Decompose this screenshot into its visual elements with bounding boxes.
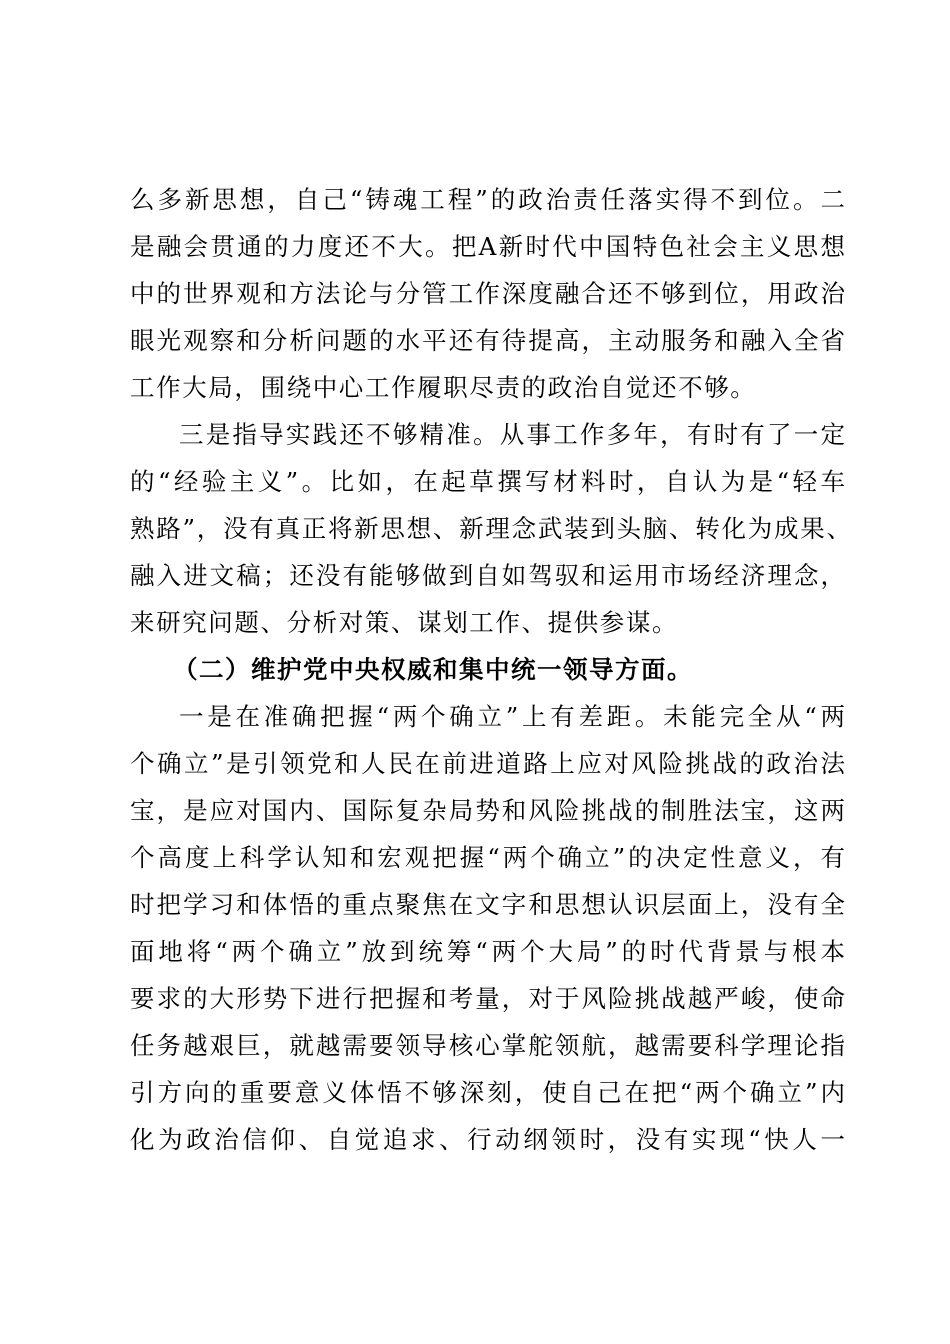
text-line: 要求的大形势下进行把握和考量，对于风险挑战越严峻，使命 bbox=[130, 984, 845, 1013]
paragraph-first-line: 一是在准确把握“两个确立”上有差距。未能完全从“两 bbox=[179, 702, 845, 731]
text-line: 熟路”，没有真正将新思想、新理念武装到头脑、转化为成果、 bbox=[130, 514, 851, 543]
text-line: 个高度上科学认知和宏观把握“两个确立”的决定性意义，有 bbox=[130, 843, 845, 872]
text-line: 任务越艰巨，就越需要领导核心掌舵领航，越需要科学理论指 bbox=[130, 1031, 845, 1060]
document-body bbox=[130, 176, 851, 1163]
text-line: 的“经验主义”。比如，在起草撰写材料时，自认为是“轻车 bbox=[130, 467, 845, 496]
text-line: 宝，是应对国内、国际复杂局势和风险挑战的制胜法宝，这两 bbox=[130, 796, 845, 825]
text-line: 化为政治信仰、自觉追求、行动纲领时，没有实现“快人一 bbox=[130, 1125, 845, 1154]
text-line: 时把学习和体悟的重点聚焦在文字和思想认识层面上，没有全 bbox=[130, 890, 845, 919]
text-line: 么多新思想，自己“铸魂工程”的政治责任落实得不到位。二 bbox=[130, 185, 845, 214]
text-line: 工作大局，围绕中心工作履职尽责的政治自觉还不够。 bbox=[130, 373, 757, 402]
text-line: 眼光观察和分析问题的水平还有待提高，主动服务和融入全省 bbox=[130, 326, 845, 355]
text-line: 个确立”是引领党和人民在前进道路上应对风险挑战的政治法 bbox=[130, 749, 845, 778]
text-line: 面地将“两个确立”放到统筹“两个大局”的时代背景与根本 bbox=[130, 937, 845, 966]
text-line: 中的世界观和方法论与分管工作深度融合还不够到位，用政治 bbox=[130, 279, 845, 308]
section-heading: （二）维护党中央权威和集中统一领导方面。 bbox=[173, 655, 693, 684]
text-line: 来研究问题、分析对策、谋划工作、提供参谋。 bbox=[130, 608, 679, 637]
text-line: 是融会贯通的力度还不大。把A新时代中国特色社会主义思想 bbox=[130, 232, 845, 261]
paragraph-first-line: 三是指导实践还不够精准。从事工作多年，有时有了一定 bbox=[179, 420, 845, 449]
text-line: 融入进文稿；还没有能够做到自如驾驭和运用市场经济理念， bbox=[130, 561, 845, 590]
text-line: 引方向的重要意义体悟不够深刻，使自己在把“两个确立”内 bbox=[130, 1078, 845, 1107]
